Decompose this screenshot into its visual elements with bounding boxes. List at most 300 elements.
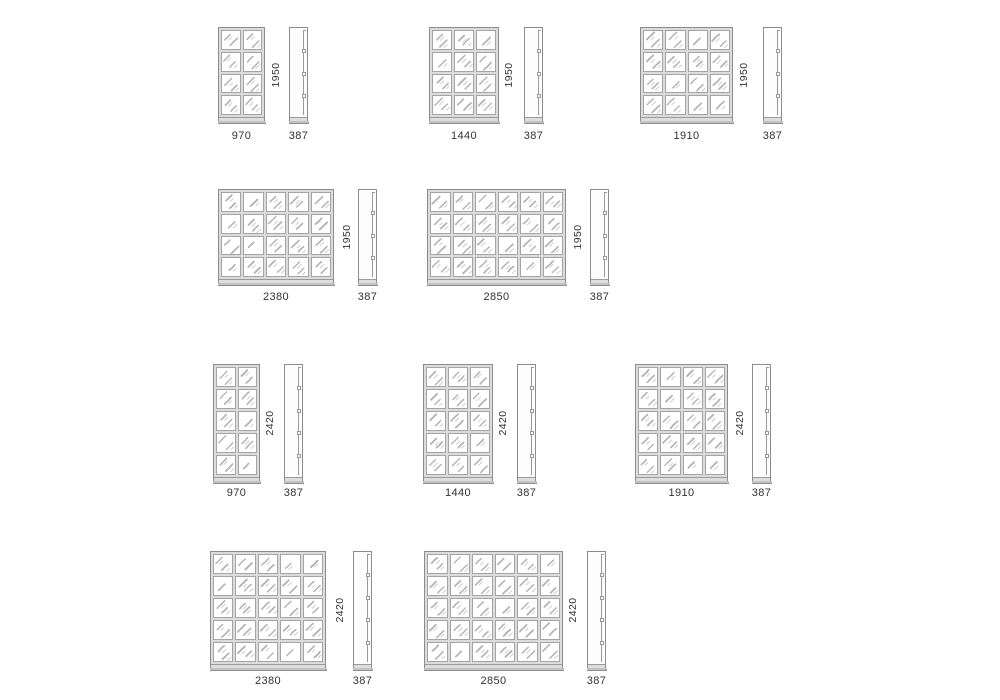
glass-reflections [449, 390, 467, 408]
hinge-notch [600, 641, 604, 645]
glass-reflection-stroke [437, 631, 444, 638]
side-top-step [367, 554, 370, 555]
glass-cell [213, 576, 233, 596]
side-door-edge-line [367, 554, 368, 662]
glass-reflections [661, 412, 679, 430]
glass-reflection-stroke [315, 218, 321, 224]
glass-reflection-stroke-small [297, 245, 300, 248]
glass-reflection-stroke [502, 196, 509, 202]
depth-dimension-label: 387 [589, 291, 610, 303]
glass-reflection-stroke-small [440, 403, 443, 406]
width-dimension-label: 970 [226, 487, 247, 499]
glass-reflection-stroke-small [441, 445, 445, 449]
glass-reflections [304, 621, 322, 639]
glass-reflection-stroke [261, 646, 266, 651]
glass-reflections [244, 237, 262, 255]
glass-cell [213, 642, 233, 662]
glass-reflections [644, 31, 662, 49]
glass-reflection-stroke-small [310, 627, 314, 631]
glass-reflection-stroke-small [656, 86, 660, 89]
glass-reflection-stroke-small [716, 38, 720, 42]
glass-reflection-stroke-small [512, 271, 515, 274]
glass-reflection-stroke-small [657, 44, 660, 47]
glass-cell [470, 455, 490, 475]
hinge-notch [600, 618, 604, 622]
glass-reflection-stroke [217, 601, 224, 608]
glass-reflection-stroke [673, 81, 679, 87]
glass-reflections [711, 31, 729, 49]
glass-reflections [222, 53, 240, 71]
glass-reflection-stroke-small [481, 442, 485, 446]
glass-cell [213, 620, 233, 640]
glass-cell [303, 598, 323, 618]
glass-reflections [706, 390, 724, 408]
cabinet-side-view-387x1950 [763, 27, 782, 122]
glass-reflection-stroke-small [505, 650, 508, 653]
glass-cell [426, 433, 446, 453]
glass-reflections [496, 621, 515, 639]
glass-reflection-stroke [277, 267, 283, 273]
cabinet-base [430, 117, 498, 121]
glass-reflection-stroke [230, 38, 237, 45]
glass-reflection-stroke [497, 559, 503, 565]
glass-reflection-stroke-small [718, 404, 721, 407]
glass-reflections [684, 368, 702, 386]
glass-cell [450, 576, 471, 596]
glass-reflection-stroke-small [487, 655, 490, 658]
hinge-notch [776, 49, 780, 53]
glass-reflection-stroke-small [713, 398, 715, 400]
glass-reflections [711, 53, 729, 71]
glass-cell [243, 30, 263, 50]
glass-reflection-stroke-small [457, 463, 460, 466]
glass-reflection-stroke [269, 261, 275, 267]
glass-reflections [661, 368, 679, 386]
glass-reflection-stroke-small [236, 87, 239, 90]
glass-reflections [451, 621, 470, 639]
glass-reflections [239, 390, 257, 408]
glass-cell [683, 367, 703, 387]
glass-reflection-stroke-small [658, 65, 661, 68]
glass-reflection-stroke-small [442, 656, 445, 659]
glass-cell [221, 214, 241, 234]
glass-reflection-stroke-small [464, 633, 467, 636]
glass-reflection-stroke-small [433, 463, 437, 467]
glass-reflection-stroke-small [251, 402, 254, 405]
glass-reflection-stroke [674, 106, 679, 111]
glass-reflection-stroke-small [463, 59, 467, 63]
glass-reflection-stroke-small [462, 243, 466, 247]
glass-reflections [471, 390, 489, 408]
glass-cell [472, 598, 493, 618]
glass-reflection-stroke [252, 62, 259, 69]
glass-reflection-stroke [478, 602, 484, 607]
glass-reflection-stroke-small [536, 228, 539, 231]
glass-reflection-stroke-small [486, 567, 490, 570]
glass-reflection-stroke-small [256, 88, 259, 91]
glass-reflection-stroke-small [229, 401, 232, 404]
glass-reflections [244, 96, 262, 114]
glass-cell [221, 95, 241, 115]
glass-reflection-stroke-small [652, 424, 655, 427]
glass-cell [710, 52, 730, 72]
depth-dimension-label: 387 [352, 675, 373, 687]
glass-reflection-stroke [275, 245, 281, 251]
glass-cell [638, 433, 658, 453]
glass-reflection-stroke-small [437, 265, 440, 268]
glass-reflection-stroke-small [679, 65, 681, 68]
glass-reflections [473, 577, 492, 595]
glass-reflection-stroke-small [484, 424, 487, 427]
glass-reflection-stroke [307, 646, 314, 652]
glass-cell [426, 455, 446, 475]
glass-cell [216, 389, 236, 409]
glass-cell [470, 367, 490, 387]
glass-cell [450, 642, 471, 662]
glass-reflection-stroke [542, 645, 549, 652]
glass-reflections [644, 96, 662, 114]
cabinet-base [428, 279, 565, 283]
glass-reflection-stroke [458, 240, 464, 246]
glass-reflection-stroke [549, 629, 555, 635]
glass-cell [495, 598, 516, 618]
glass-reflection-stroke [523, 239, 530, 246]
glass-reflection-stroke-small [719, 445, 723, 449]
glass-reflections [217, 456, 235, 474]
glass-reflections [239, 368, 257, 386]
glass-reflections [711, 96, 729, 114]
glass-reflections [476, 237, 495, 255]
glass-reflections [281, 621, 299, 639]
glass-reflection-stroke-small [440, 37, 443, 40]
glass-reflections [449, 412, 467, 430]
side-top-step [601, 554, 604, 555]
glass-reflection-stroke-small [488, 271, 491, 274]
glass-reflection-stroke-small [647, 441, 650, 444]
side-top-step [766, 367, 769, 368]
glass-reflection-stroke [720, 41, 726, 46]
glass-reflection-stroke [480, 378, 486, 384]
glass-reflection-stroke-small [532, 611, 535, 614]
glass-reflection-stroke [523, 218, 528, 223]
cabinet-base [354, 664, 371, 668]
glass-reflections [477, 53, 495, 71]
glass-reflections [289, 215, 307, 233]
glass-reflection-stroke [458, 99, 464, 105]
hinge-notch [302, 72, 306, 76]
hinge-notch [603, 256, 607, 260]
glass-reflections [259, 643, 277, 661]
glass-reflections [521, 193, 540, 211]
cabinet-side-view-387x2420 [517, 364, 536, 482]
glass-reflections [236, 621, 254, 639]
glass-reflection-stroke-small [441, 634, 444, 637]
glass-cell [448, 411, 468, 431]
glass-cell [472, 576, 493, 596]
glass-reflection-stroke-small [441, 567, 444, 570]
glass-cell [453, 236, 474, 256]
glass-reflection-stroke-small [461, 265, 465, 269]
glass-reflection-stroke [552, 267, 558, 273]
glass-reflections [214, 599, 232, 617]
glass-cell [213, 598, 233, 618]
glass-cell [238, 389, 258, 409]
glass-reflection-stroke-small [251, 37, 254, 40]
glass-reflection-stroke-small [318, 633, 321, 636]
height-dimension-label: 1950 [737, 62, 750, 87]
glass-cell [221, 74, 241, 94]
glass-reflection-stroke [473, 393, 478, 398]
hinge-notch [600, 573, 604, 577]
glass-reflection-stroke [668, 57, 674, 63]
glass-reflections [477, 75, 495, 93]
glass-reflection-stroke-small [535, 205, 539, 208]
glass-reflections [433, 75, 451, 93]
glass-reflections [639, 368, 657, 386]
cabinet-base [285, 477, 302, 481]
glass-reflection-stroke-small [514, 205, 517, 208]
glass-reflection-stroke [460, 565, 467, 572]
glass-cell [216, 455, 236, 475]
glass-reflection-stroke-small [527, 221, 531, 224]
glass-reflection-stroke [431, 602, 436, 607]
width-dimension-label: 2850 [483, 291, 510, 303]
glass-reflection-stroke [455, 651, 460, 656]
cabinet-base [425, 664, 562, 668]
glass-cell [470, 389, 490, 409]
glass-cell [258, 576, 278, 596]
glass-reflection-stroke-small [229, 424, 232, 427]
glass-reflections [259, 577, 277, 595]
glass-reflections [455, 31, 473, 49]
glass-reflection-stroke-small [555, 249, 559, 252]
glass-reflection-stroke [249, 219, 254, 224]
glass-reflections [267, 215, 285, 233]
glass-reflection-stroke-small [506, 221, 509, 224]
side-top-step [604, 192, 607, 193]
glass-reflection-stroke [219, 436, 226, 443]
glass-reflections [477, 31, 495, 49]
glass-door-grid [424, 365, 492, 477]
depth-dimension-label: 387 [283, 487, 304, 499]
glass-reflection-stroke-small [444, 44, 447, 47]
glass-reflection-stroke-small [557, 204, 561, 207]
glass-cell [710, 30, 730, 50]
glass-reflections [639, 434, 657, 452]
glass-reflections [214, 577, 232, 595]
glass-reflection-stroke [642, 415, 648, 421]
glass-reflection-stroke [708, 415, 713, 420]
glass-reflection-stroke-small [439, 242, 442, 245]
glass-cell [311, 257, 331, 277]
glass-reflection-stroke-small [488, 249, 492, 252]
glass-cell [288, 236, 308, 256]
glass-reflection-stroke-small [651, 37, 654, 40]
glass-reflections [476, 215, 495, 233]
glass-reflections [217, 434, 235, 452]
glass-reflection-stroke [475, 579, 481, 585]
glass-reflection-stroke-small [508, 591, 511, 594]
glass-reflections [684, 434, 702, 452]
glass-cell [638, 411, 658, 431]
height-dimension-label: 2420 [496, 410, 509, 436]
glass-reflection-stroke-small [298, 265, 302, 269]
glass-cell [258, 598, 278, 618]
glass-reflection-stroke-small [464, 81, 468, 85]
glass-cell [543, 257, 564, 277]
glass-reflection-stroke-small [697, 401, 701, 405]
glass-reflection-stroke-small [487, 634, 491, 637]
glass-reflection-stroke-small [653, 379, 656, 382]
glass-cell [643, 52, 663, 72]
glass-cell [235, 642, 255, 662]
glass-reflection-stroke-small [651, 82, 654, 85]
glass-reflection-stroke-small [274, 264, 277, 267]
glass-reflections [644, 75, 662, 93]
glass-cell [427, 598, 448, 618]
glass-reflection-stroke-small [437, 560, 440, 563]
glass-reflection-stroke-small [221, 604, 225, 608]
glass-reflection-stroke-small [436, 442, 439, 445]
hinge-notch [366, 641, 370, 645]
glass-reflections [304, 643, 322, 661]
glass-reflection-stroke-small [314, 564, 317, 567]
glass-reflection-stroke-small [458, 584, 462, 588]
glass-reflection-stroke [298, 268, 304, 274]
glass-cell [540, 620, 561, 640]
depth-dimension-label: 387 [762, 130, 783, 142]
depth-dimension-label: 387 [523, 130, 544, 142]
glass-reflection-stroke-small [439, 102, 443, 106]
glass-reflection-stroke [479, 195, 486, 202]
glass-door-grid [430, 28, 498, 117]
glass-reflection-stroke [528, 564, 533, 569]
glass-reflection-stroke-small [464, 568, 468, 572]
depth-dimension-label: 387 [751, 487, 772, 499]
glass-reflection-stroke-small [667, 419, 671, 423]
glass-reflections [666, 96, 684, 114]
glass-reflections [666, 75, 684, 93]
glass-reflections [312, 237, 330, 255]
cabinet-base [219, 279, 333, 283]
glass-reflection-stroke [713, 422, 720, 429]
glass-cell [243, 74, 263, 94]
glass-reflection-stroke-small [447, 85, 450, 88]
glass-reflection-stroke-small [296, 612, 299, 615]
glass-cell [475, 257, 496, 277]
glass-reflections [544, 258, 563, 276]
cabinet-base [424, 477, 492, 481]
glass-reflection-stroke [475, 626, 480, 631]
glass-cell [498, 192, 519, 212]
glass-reflection-stroke-small [718, 425, 721, 429]
glass-reflection-stroke-small [289, 566, 292, 569]
glass-cell [498, 214, 519, 234]
glass-reflections [706, 434, 724, 452]
glass-reflection-stroke-small [467, 251, 470, 254]
glass-cell [243, 192, 263, 212]
glass-reflection-stroke [321, 268, 327, 273]
cabinet-base [290, 117, 307, 121]
hinge-notch [371, 211, 375, 215]
cabinet-base [525, 117, 542, 121]
cabinet-base [591, 279, 608, 283]
glass-reflections [454, 215, 473, 233]
glass-reflection-stroke-small [446, 269, 450, 272]
side-top-step [298, 367, 301, 368]
hinge-notch [366, 618, 370, 622]
glass-reflection-stroke-small [274, 242, 277, 245]
cabinet-front-view-970x1950 [218, 27, 265, 122]
glass-reflection-stroke-small [553, 611, 557, 615]
glass-reflections [451, 577, 470, 595]
hinge-notch [366, 596, 370, 600]
glass-reflection-stroke-small [303, 250, 306, 253]
glass-cell [303, 642, 323, 662]
glass-reflection-stroke-small [274, 199, 278, 203]
glass-reflection-stroke-small [699, 108, 701, 110]
glass-reflection-stroke-small [693, 465, 696, 468]
glass-reflection-stroke [287, 650, 293, 656]
cabinet-side-view-387x2420 [284, 364, 303, 482]
glass-reflection-stroke [435, 218, 441, 224]
glass-reflection-stroke [430, 414, 436, 420]
glass-reflection-stroke-small [245, 441, 249, 445]
glass-reflection-stroke-small [312, 605, 315, 608]
side-door-edge-line [298, 367, 299, 475]
glass-reflection-stroke [437, 77, 442, 82]
glass-reflection-stroke [284, 626, 289, 631]
glass-cell [683, 455, 703, 475]
glass-reflection-stroke [479, 399, 486, 406]
glass-reflection-stroke-small [529, 244, 532, 247]
glass-reflection-stroke [225, 34, 230, 39]
glass-reflection-stroke-small [652, 102, 656, 106]
glass-reflection-stroke-small [526, 606, 529, 609]
glass-reflection-stroke [459, 587, 466, 594]
hinge-notch [537, 49, 541, 53]
glass-reflections [644, 53, 662, 71]
glass-reflections [259, 621, 277, 639]
glass-reflection-stroke [252, 105, 257, 110]
glass-reflections [267, 193, 285, 211]
glass-cell [288, 257, 308, 277]
width-dimension-label: 2380 [254, 675, 282, 687]
glass-reflections [496, 555, 515, 573]
glass-reflections [476, 258, 495, 276]
glass-reflection-stroke-small [250, 424, 252, 427]
glass-cell [520, 214, 541, 234]
glass-reflection-stroke [531, 246, 536, 251]
glass-reflection-stroke-small [483, 220, 487, 224]
glass-reflection-stroke-small [506, 266, 510, 270]
glass-reflections [312, 215, 330, 233]
glass-reflection-stroke [225, 239, 230, 244]
glass-reflection-stroke [313, 608, 318, 613]
height-dimension-label: 1950 [269, 62, 282, 87]
glass-reflection-stroke [463, 225, 468, 230]
glass-reflection-stroke [244, 628, 251, 635]
glass-reflection-stroke-small [502, 626, 505, 629]
glass-reflections [521, 237, 540, 255]
glass-reflection-stroke [435, 464, 441, 470]
glass-reflections [455, 96, 473, 114]
glass-reflection-stroke-small [712, 418, 715, 421]
glass-reflections [449, 456, 467, 474]
glass-reflection-stroke-small [490, 206, 493, 209]
glass-reflections [428, 555, 447, 573]
glass-door-grid [636, 365, 727, 477]
